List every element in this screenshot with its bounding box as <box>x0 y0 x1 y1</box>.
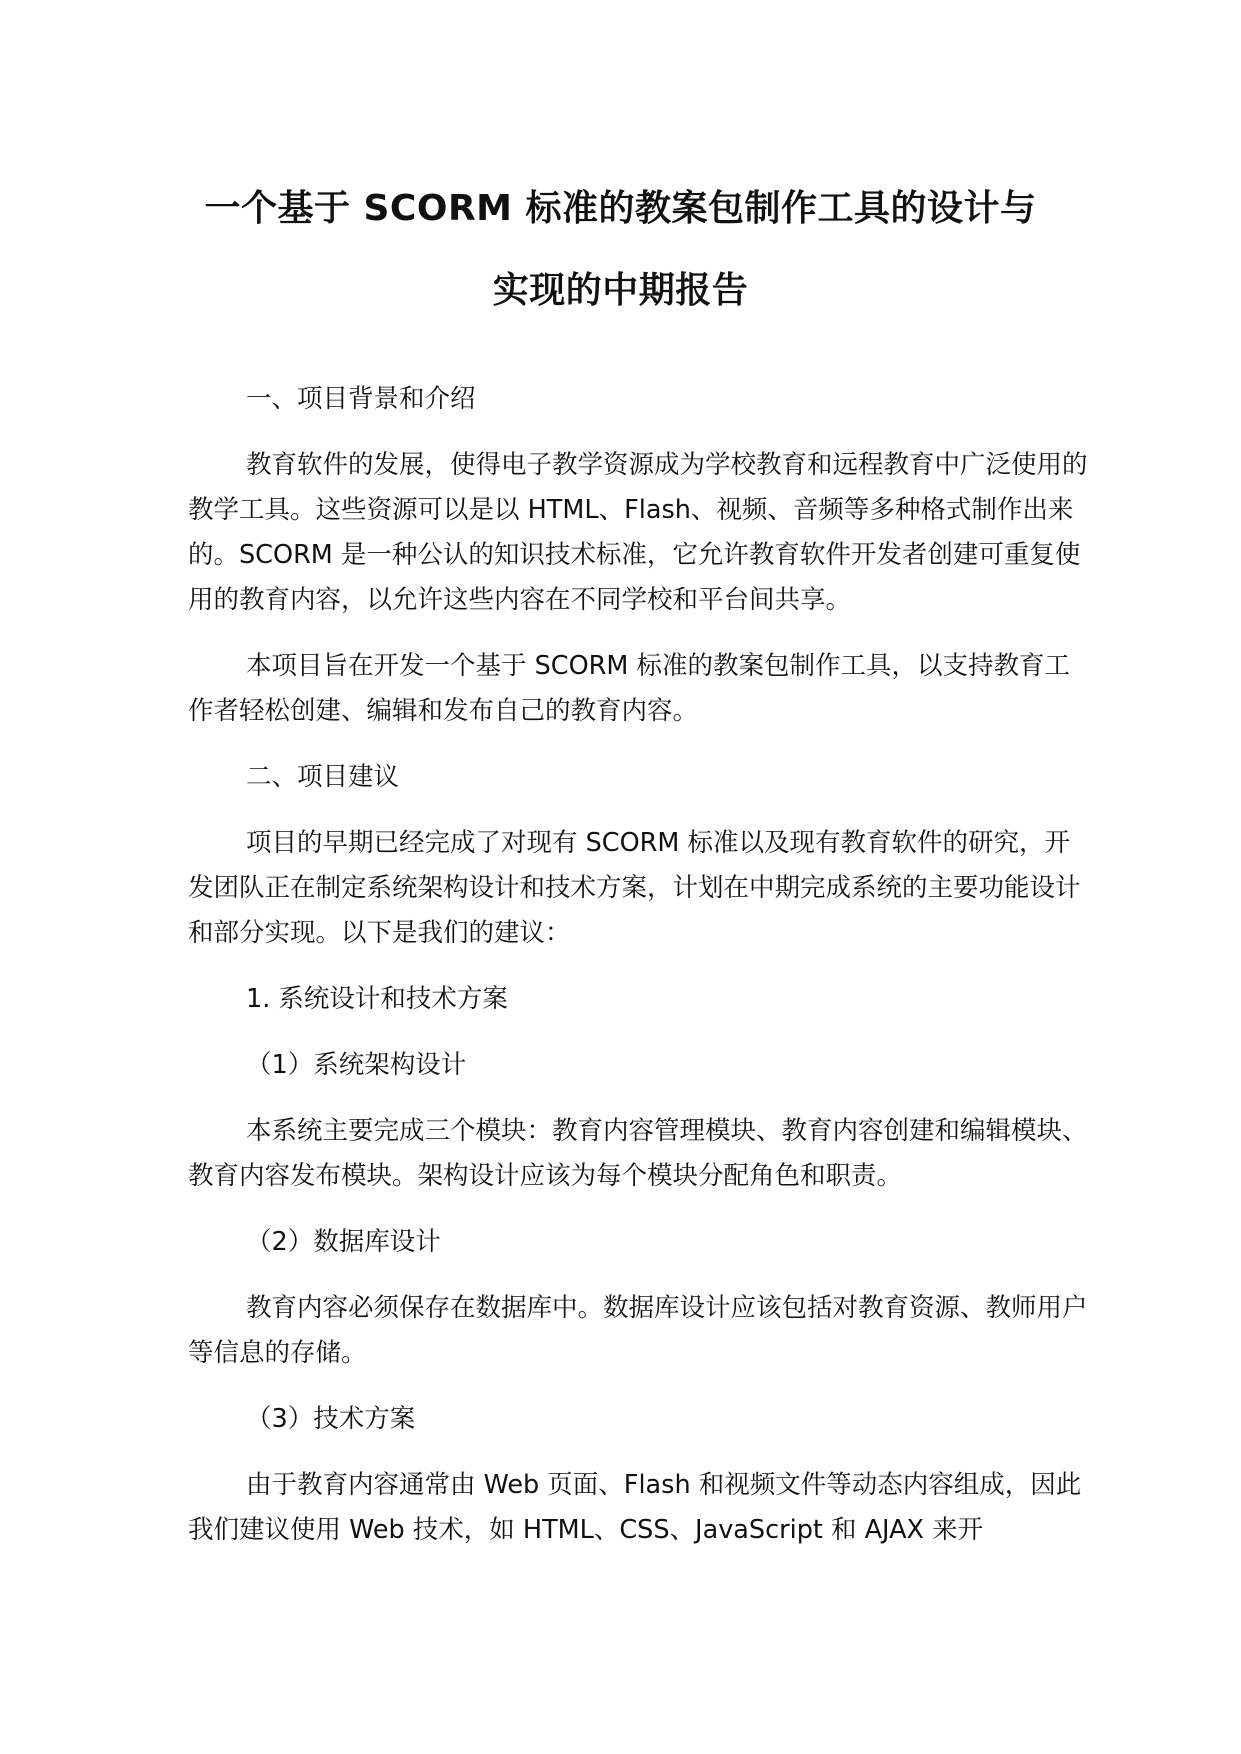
document-title-line-1: 一个基于 SCORM 标准的教案包制作工具的设计与 <box>204 188 1037 229</box>
paragraph-database: 教育内容必须保存在数据库中。数据库设计应该包括对教育资源、教师用户等信息的存储。 <box>188 1293 1088 1368</box>
document-title-line-2: 实现的中期报告 <box>492 270 749 311</box>
section-heading-background: 一、项目背景和介绍 <box>246 384 476 414</box>
paragraph-progress: 项目的早期已经完成了对现有 SCORM 标准以及现有教育软件的研究，开发团队正在制定系统架构设计和技术方案，计划在中期完成系统的主要功能设计和部分实现。以下是我们的建议： <box>188 828 1081 948</box>
paragraph-architecture: 本系统主要完成三个模块：教育内容管理模块、教育内容创建和编辑模块、教育内容发布模块。架构设计应该为每个模块分配角色和职责。 <box>188 1116 1088 1191</box>
document-body <box>188 377 1088 1574</box>
section-heading-suggestions: 二、项目建议 <box>246 762 400 792</box>
paragraph-technology: 由于教育内容通常由 Web 页面、Flash 和视频文件等动态内容组成，因此我们建议使用 Web 技术，如 HTML、CSS、JavaScript 和 AJAX 来开 <box>188 1470 1082 1545</box>
paragraph-background: 教育软件的发展，使得电子教学资源成为学校教育和远程教育中广泛使用的教学工具。这些资源可以是以 HTML、Flash、视频、音频等多种格式制作出来的。SCORM 是一种公认的知识技术标准，它允许教育软件开发者创建可重复使用的教育内容，以允许这些内容在不同学校和平台间共享。 <box>188 450 1088 615</box>
subheading-system-design: 1. 系统设计和技术方案 <box>246 984 508 1014</box>
subheading-database: （2）数据库设计 <box>246 1227 441 1257</box>
subheading-technology: （3）技术方案 <box>246 1404 416 1434</box>
subheading-architecture: （1）系统架构设计 <box>246 1050 467 1080</box>
paragraph-project-goal: 本项目旨在开发一个基于 SCORM 标准的教案包制作工具，以支持教育工作者轻松创建、编辑和发布自己的教育内容。 <box>188 651 1070 726</box>
